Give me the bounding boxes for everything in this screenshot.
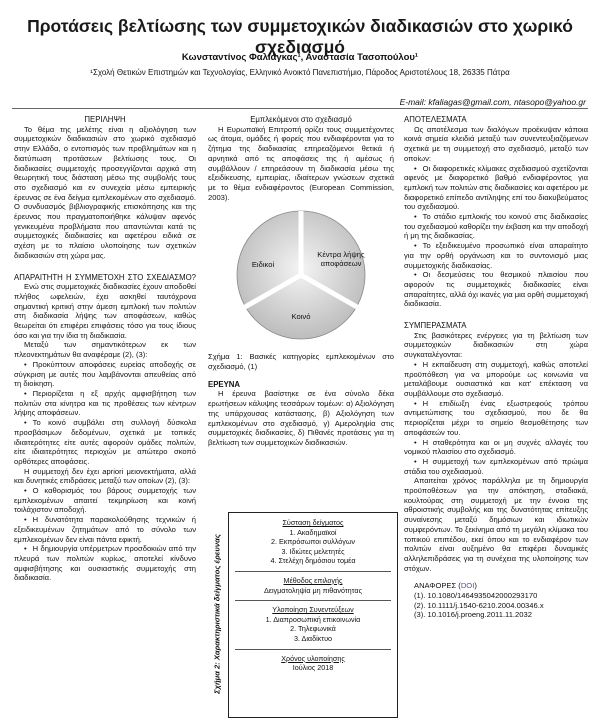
conclusions-text: Στις βασικότερες ενέργειες για τη βελτίωση των συμμετοχικών διαδικασιών στη χώρα συγκαταλέγονται: (404, 330, 588, 360)
necessary-paragraph-3: Η συμμετοχή δεν έχει apriori μειονεκτήματα, αλλά και δυνητικές επιδράσεις μεταξύ των οποίων (2), (3): (14, 466, 196, 486)
list-item: • Το στάδιο εμπλοκής του κοινού στις διαδικασίες του σχεδιασμού καθορίζει την έκβαση και την αποδοχή ή μη της διαδικασίας. (404, 212, 588, 241)
flow-divider (235, 571, 391, 572)
disadvantages-list (14, 486, 196, 583)
doi-icon[interactable]: DOI (460, 581, 475, 591)
list-item: • Η δυνατότητα παρακολούθησης τεχνικών ή εξειδικευμένων ζητημάτων από το σύνολο των εμπλεκομένων δεν είναι πάντα εφικτή. (14, 515, 196, 544)
reference-item[interactable]: (1). 10.1080/1464935042000293170 (414, 591, 538, 601)
list-item: • Ο καθορισμός του βάρους συμμετοχής των εμπλεκομένων απαιτεί τεκμηρίωση και κοινή τοιλάχιστον αποδοχή. (14, 486, 196, 515)
conclusions-paragraph-2: Απαιτείται χρόνος παράλληλα με τη δημιουργία προϋποθέσεων για την απόκτηση, σταδιακά, κουλτούρας στη συμμετοχή με την έννοια της αθροιστικής συμβολής και της δυνατότητας επίτευξης συναίνεσης μεταξύ δημόσιων και ιδιωτικών συμφερόντων. Το ξεκίνημα από τη μεγάλη κλίμακα του τοπικού επιπέδου, εκεί όπου και το ενδιαφέρον των πολιτών είναι αυξημένο θα επιφέρει δυναμικές αλληλεπιδράσεις για τη συνέχεια της υλοποίησης των στόχων. (404, 476, 588, 573)
flow-time-title: Χρόνος υλοποίησης (281, 653, 345, 663)
flow-divider (235, 600, 391, 601)
flow-impl-title: Υλοποίηση Συνεντεύξεων (272, 605, 354, 615)
column-middle (208, 115, 394, 448)
list-item: • Προκύπτουν αποφάσεις ευρείας αποδοχής σε σύγκριση με αυτές που λαμβάνονται απευθείας από τη διοίκηση. (14, 360, 196, 389)
authors: Κωνσταντίνος Φαλιάγκας¹, Αναστασία Τασοπούλου¹ (181, 52, 419, 63)
references-block (404, 581, 588, 620)
flow-impl-block (229, 605, 397, 643)
list-item: • Η δημιουργία υπέρμετρων προσδοκιών από την πλευρά των πολιτών κυρίως, αποτελεί κίνδυνο αμφισβήτησης και ουσιαστικής συμμετοχής στη διαδικασία. (14, 544, 196, 583)
figure-2-label (208, 512, 226, 716)
flow-impl-item: 2. Τηλεφωνικά (290, 624, 336, 634)
references-title: ΑΝΑΦΟΡΕΣ (414, 581, 457, 591)
flow-sample-item: 2. Εκπρόσωποι συλλόγων (270, 537, 356, 547)
pie-diagram (208, 202, 394, 352)
references-heading: ΑΝΑΦΟΡΕΣ (DOI) (414, 581, 477, 591)
list-item: • Οι δεσμεύσεις του θεσμικού πλαισίου που αφορούν τις συμμετοχικές διαδικασίες είναι απαραίτητες, αλλά όχι ικανές για μια ορθή συμμετοχική διαδικασία. (404, 270, 588, 309)
column-left (14, 115, 196, 583)
email-line[interactable]: E-mail: kfaliagas@gmail.com, ntasopo@yahoo.gr (399, 97, 586, 107)
list-item: • Οι διαφορετικές κλίμακες σχεδιασμού σχετίζονται αφενός με διαφορετικό βαθμό ενδιαφέροντος για εμπλοκή των πολιτών στις διαδικασίες και αφετέρου με διαφορετικό επίπεδο αντίληψης επί του διακυβεύματος του σχεδιασμού. (404, 164, 588, 213)
reference-item[interactable]: (3). 10.1016/j.proeng.2011.11.2032 (414, 610, 532, 620)
flow-sample-block (229, 518, 397, 566)
affiliation: ¹Σχολή Θετικών Επιστημών και Τεχνολογίας, Ελληνικό Ανοικτό Πανεπιστήμιο, Πάροδος Αριστοτέλους 18, 26335 Πάτρα (90, 68, 510, 77)
involved-text: Η Ευρωπαϊκή Επιτροπή ορίζει τους συμμετέχοντες ως άτομα, ομάδες ή φορείς που ενδιαφέρονται για το ζήτημα της διαδικασίας επηρεαζόμενοι θετικά ή αρνητικά από τις αποφάσεις της ή αμέσως ή συμβάλλουν / επηρεάσουν τη διαδικασία μέσω της εξειδίκευσης, εμπειρίας, ιδιαίτερων γνώσεων σχετικά με το θέμα ενδιαφέροντος (European Commission, 2003). (208, 124, 394, 202)
necessary-paragraph-1: Ενώ στις συμμετοχικές διαδικασίες έχουν αποδοθεί πλήθος ωφελειών, έχει ασκηθεί ταυτόχρονα σημαντική κριτική στην άμεση εμπλοκή των πολιτών στη διαδικασία λήψης των αποφάσεων, καθώς θεωρείται ότι επιφέρει επιφάσεις τόσο για τους ίδιους όσο και για την ίδια τη διαδικασία. (14, 282, 196, 340)
list-item: • Η επιδίωξη ένας εξωστρεφούς τρόπου αντιμετώπισης του σχεδιασμού, που δε θα περιορίζεται μέχρι το σημείο θεσμοθέτησης των αποφάσεών του. (404, 399, 588, 438)
figure-1 (208, 202, 394, 352)
header-divider (12, 108, 588, 109)
results-text: Ως αποτέλεσμα των διαλόγων προέκυψαν κάποια κοινά σημεία κλειδιά μεταξύ των συνεντευξιαζόμενων σχετικά με τη συμμετοχή στο σχεδιασμό, μεταξύ των οποίων: (404, 124, 588, 163)
list-item: • Περιορίζεται η εξ αρχής αμφισβήτηση των πολιτών στα κίνητρα και τις προθέσεις των κέντρων λήψης αποφάσεων. (14, 389, 196, 418)
flow-method-block (229, 576, 397, 595)
flow-sample-title: Σύσταση δείγματος (282, 518, 344, 527)
flow-method-title: Μέθοδος επιλογής (283, 575, 343, 585)
figure-2-caption: Σχήμα 2: Χαρακτηριστικά δείγματος έρευνας (212, 534, 222, 694)
poster-title: Προτάσεις βελτίωσης των συμμετοχικών διαδικασιών στο χωρικό σχεδιασμό (27, 16, 573, 57)
pie-label-decision-centers: Κέντρα λήψης αποφάσεων (317, 250, 365, 269)
necessary-paragraph-2: Μεταξύ των σημαντικότερων εκ των πλεονεκτημάτων θα αναφέραμε (2), (3): (14, 340, 196, 360)
flow-impl-item: 1. Διαπροσωπική επικοινωνία (265, 614, 361, 624)
conclusions-list (404, 360, 588, 476)
results-list (404, 164, 588, 310)
section-heading-necessary: ΑΠΑΡΑΙΤΗΤΗ Η ΣΥΜΜΕΤΟΧΗ ΣΤΟ ΣΧΕΔΙΑΣΜΟ? (14, 272, 196, 282)
flow-sample-item: 3. Ιδιώτες μελετητές (281, 546, 345, 556)
reference-item[interactable]: (2). 10.1111/j.1540-6210.2004.00346.x (414, 600, 544, 610)
figure-2-flowchart (228, 512, 398, 718)
advantages-list (14, 360, 196, 467)
pie-label-public: Κοινό (291, 312, 311, 322)
pie-label-experts: Ειδικοί (251, 260, 275, 270)
section-heading-research: ΕΡΕΥΝΑ (208, 379, 241, 389)
list-item: • Το κοινό συμβάλει στη συλλογή δύσκολα προσβάσιμων δεδομένων, σχετικά με τοπικές ιδιαιτερότητες είτε αυτές αφορούν ομάδες πολιτών, είτε ιδιαιτερότητες περιοχών με απώτερο σκοπό ορθότερες αποφάσεις. (14, 418, 196, 467)
section-heading-results: ΑΠΟΤΕΛΕΣΜΑΤΑ (404, 115, 467, 124)
summary-text: Το θέμα της μελέτης είναι η αξιολόγηση των συμμετοχικών διαδικασιών στο χωρικό σχεδιασμό στην Ελλάδα, ο εντοπισμός των προβλημάτων και η διατύπωση προτάσεων βελτίωσης τους. Οι διαδικασίες συμμετοχής προσεγγίζονται αρχικά στη θεωρητική τους διάσταση μέσω της συμβολής τους στο σχεδιασμό και εν συνεχεία μέσω εμπειρικής έρευνας σε ένα δείγμα εμπλεκομένων στο σχεδιασμό. Ο συνδυασμός βιβλιογραφικής επισκόπησης και της έρευνας που πραγματοποιήθηκε κάλυψαν αφενός γενικευμένα προβλήματα που απαντώνται κατά τις συμμετοχικές διαδικασίες και αφετέρου ειδικά σε σχέση με το πλαίσιο υλοποίησης των σχετικών διαδικασιών στη χώρα μας. (14, 124, 196, 260)
flow-impl-item: 3. Διαδίκτυο (293, 633, 333, 643)
figure-1-caption: Σχήμα 1: Βασικές κατηγορίες εμπλεκομένων στο σχεδιασμό, (1) (208, 352, 394, 372)
section-heading-involved: Εμπλεκόμενοι στο σχεδιασμό (250, 115, 352, 124)
list-item: • Η συμμετοχή των εμπλεκομένων από πρώιμα στάδια του σχεδιασμού. (404, 457, 588, 476)
flow-time-value: Ιούλιος 2018 (292, 663, 334, 673)
flow-method-value: Δειγματοληψία μη πιθανότητας (263, 585, 363, 595)
section-heading-conclusions: ΣΥΜΠΕΡΑΣΜΑΤΑ (404, 321, 467, 331)
list-item: • Η σταθερότητα και οι μη συχνές αλλαγές του νομικού πλαισίου στο σχεδιασμό. (404, 438, 588, 457)
flow-sample-item: 4. Στελέχη δημόσιου τομέα (270, 556, 356, 566)
flow-time-block (229, 654, 397, 673)
list-item: • Η εκπαίδευση στη συμμετοχή, καθώς αποτελεί προϋπόθεση για να μπορούμε ως κοινωνία να μεταλάβουμε ουσιαστικά και κατ' επέκταση να συμβάλλουμε στο σχεδιασμό. (404, 360, 588, 399)
flow-divider (235, 649, 391, 650)
column-right (404, 115, 588, 620)
flow-sample-item: 1. Ακαδημαϊκοί (289, 527, 337, 537)
research-text: Η έρευνα βασίστηκε σε ένα σύνολο δέκα ερωτήσεων κάλυψης τεσσάρων τομέων: α) Αξιολόγηση της υπάρχουσας κατάστασης, β) Αξιολόγηση των εμπλεκομένων στο σχεδιασμό, γ) Αμεροληψία στις συμμετοχικές διαδικασίες, δ) Πιθανές προτάσεις για τη βελτίωση των συμμετοχικών διαδικασιών. (208, 389, 394, 447)
section-heading-summary: ΠΕΡΙΛΗΨΗ (84, 115, 126, 124)
list-item: • Το εξειδικευμένο προσωπικό είναι απαραίτητο για την ορθή οργάνωση και το συντονισμό μιας συμμετοχικής διαδικασίας. (404, 241, 588, 270)
